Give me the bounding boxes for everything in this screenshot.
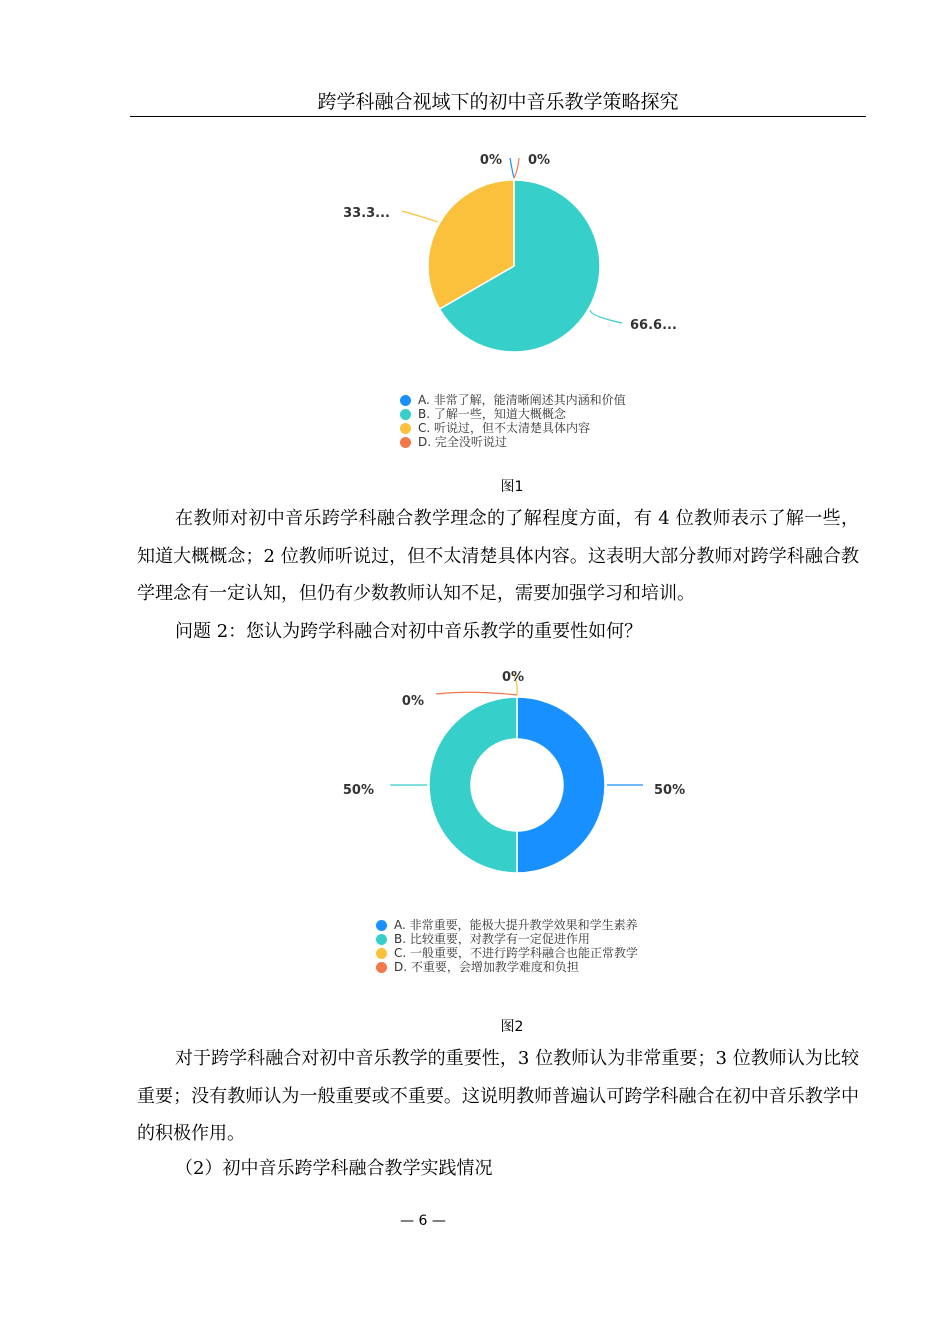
legend-dot-c	[400, 423, 411, 434]
data-label-2: 33.3...	[343, 206, 390, 221]
leader-line-0	[510, 158, 514, 178]
legend-item-c	[400, 421, 626, 435]
legend2-label-c: C. 一般重要，不进行跨学科融合也能正常教学	[394, 946, 639, 960]
data-label-0: 0%	[479, 153, 502, 168]
figure2-donut-svg	[0, 660, 950, 900]
subheading-2: （2）初中音乐跨学科融合教学实践情况	[175, 1158, 493, 1179]
figure1-caption: 图1	[500, 479, 524, 495]
legend2-dot-a	[376, 920, 387, 931]
legend2-item-a	[376, 918, 638, 932]
leader-line-3	[514, 158, 519, 178]
legend2-dot-c	[376, 948, 387, 959]
legend-item-d	[400, 435, 626, 449]
data-label-2: 0%	[502, 670, 525, 685]
leader-line-3	[436, 692, 517, 695]
data-label-1: 66.6...	[630, 318, 677, 333]
figure1-pie-svg	[0, 140, 950, 380]
pie-slice-0	[517, 697, 605, 873]
figure2-legend	[376, 918, 638, 974]
data-label-3: 0%	[401, 694, 424, 709]
figure2-caption: 图2	[500, 1019, 524, 1035]
legend-dot-d	[400, 437, 411, 448]
leader-line-1	[590, 310, 622, 323]
legend-dot-a	[400, 395, 411, 406]
paragraph-1: 在教师对初中音乐跨学科融合教学理念的了解程度方面，有 4 位教师表示了解一些，知道大概概念；2 位教师听说过，但不太清楚具体内容。这表明大部分教师对跨学科融合教学理念有一定认知，但仍有少数教师认知不足，需要加强学习和培训。	[137, 508, 859, 604]
paragraph-2: 对于跨学科融合对初中音乐教学的重要性，3 位教师认为非常重要；3 位教师认为比较重要；没有教师认为一般重要或不重要。这说明教师普遍认可跨学科融合在初中音乐教学中的积极作用。	[137, 1048, 859, 1144]
legend2-label-a: A. 非常重要，能极大提升教学效果和学生素养	[394, 918, 638, 932]
legend2-dot-b	[376, 934, 387, 945]
page-header: 跨学科融合视域下的初中音乐教学策略探究	[130, 88, 866, 117]
legend-item-b	[400, 407, 626, 421]
question-2: 问题 2：您认为跨学科融合对初中音乐教学的重要性如何？	[175, 621, 643, 642]
data-label-0: 50%	[654, 783, 686, 798]
page-number: — 6 —	[400, 1213, 446, 1229]
figure1-chart	[0, 140, 950, 380]
legend2-label-b: B. 比较重要，对教学有一定促进作用	[394, 932, 590, 946]
legend-item-a	[400, 393, 626, 407]
legend2-item-b	[376, 932, 638, 946]
figure1-legend	[400, 393, 626, 449]
figure2-chart	[0, 660, 950, 900]
leader-line-2	[402, 211, 438, 222]
data-label-1: 50%	[342, 783, 374, 798]
legend-label-b: B. 了解一些，知道大概概念	[418, 407, 566, 421]
data-label-3: 0%	[528, 153, 551, 168]
pie-slice-1	[429, 697, 517, 873]
legend-label-d: D. 完全没听说过	[418, 435, 507, 449]
legend2-label-d: D. 不重要，会增加教学难度和负担	[394, 960, 579, 974]
legend2-dot-d	[376, 962, 387, 973]
legend-dot-b	[400, 409, 411, 420]
legend-label-c: C. 听说过，但不太清楚具体内容	[418, 421, 591, 435]
legend2-item-c	[376, 946, 638, 960]
legend-label-a: A. 非常了解，能清晰阐述其内涵和价值	[418, 393, 626, 407]
legend2-item-d	[376, 960, 638, 974]
